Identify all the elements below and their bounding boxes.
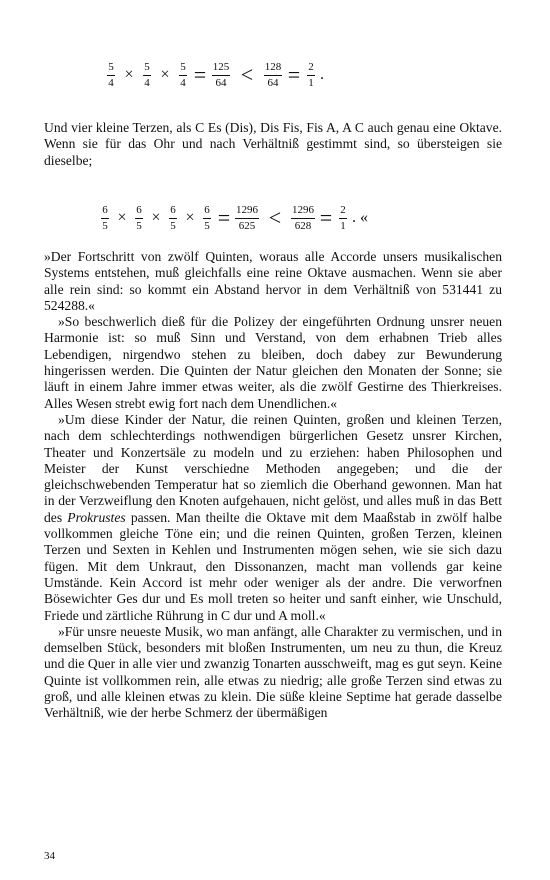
fraction: $\frac{5}{4}$: [144, 60, 150, 89]
fraction: $\frac{6}{5}$: [204, 203, 210, 232]
italic-prokrustes: Prokrustes: [67, 509, 126, 525]
equals-sign: =: [193, 62, 207, 87]
formula-major-thirds: [104, 58, 324, 92]
fraction-result: $\frac{125}{64}$: [212, 60, 230, 89]
paragraph-temperament: »Um diese Kinder der Natur, die reinen Quinten, großen und kleinen Terzen, nach dem schlechterdings nothwendigen bürgerlichen Gesetz unsrer Kirchen, Theater und Konzertsäle zu modeln und zu erziehen: haben Philosophen und Meister der Kunst verschiedne Methoden angegeben; und die der gleichschwebenden Temperatur hat so ziemlich die Oberhand gewonnen. Man hat in der Verzweiflung den Knoten aufgehauen, nicht gelöst, und alles muß in das Bett des Prokrustes passen. Man theilte die Oktave mit dem Maaßstab in zwölf halbe vollkommen gleiche Töne ein; und die reinen Quinten, großen Terzen, kleinen Terzen und Sexten in Kehlen und Instrumenten mögen sehen, wie sie sich dazu fügen. Mit dem Unkraut, den Dissonanzen, macht man vollends gar keine Umstände. Kein Accord ist mehr oder weniger als der andre. Die verworfnen Bösewichter Ges dur und Es moll treten so heiter und sanft einher, wie Unschuld, Friede und zärtliche Rührung in C dur und A moll.«: [44, 411, 502, 623]
formula-tail: . «: [352, 209, 368, 226]
fraction: $\frac{5}{4}$: [108, 60, 114, 89]
fraction: $\frac{5}{4}$: [180, 60, 186, 89]
paragraph-minor-thirds: [44, 120, 502, 169]
times-sign: ×: [151, 209, 161, 226]
paragraph: Und vier kleine Terzen, als C Es (Dis), Dis Fis, Fis A, A C auch genau eine Oktave. Wenn sie für das Ohr und nach Verhältniß gestimmt sind, so übersteigen sie dieselbe;: [44, 120, 502, 168]
body-text: [44, 249, 502, 722]
fraction-final: $\frac{2}{1}$: [340, 203, 346, 232]
equals-sign: =: [287, 62, 301, 87]
equals-sign: =: [217, 205, 231, 230]
formula-tail: .: [320, 66, 324, 83]
times-sign: ×: [160, 66, 170, 83]
fraction: $\frac{6}{5}$: [170, 203, 176, 232]
paragraph-harmony: »So beschwerlich dieß für die Polizey der eingeführten Ordnung unsrer neuen Harmonie ist: so muß Sinn und Verstand, von dem erhabnen Trieb alles Lebendigen, nirgendwo stehen zu bleiben, doch dabey zur Bewunderung hingerissen werden. Die Quinten der Natur gleichen den Monaten der Sonne; sie läuft in einem Jahre immer etwas weiter, als die zwölf Gestirne des Thierkreises. Alles Wesen strebt ewig fort nach dem Unendlichen.«: [44, 314, 502, 411]
paragraph-twelve-fifths: »Der Fortschritt von zwölf Quinten, woraus alle Accorde unsers musikalischen Systems entstehen, muß gleichfalls eine reine Oktave ausmachen. Wenn sie aber alle rein sind: so kommt ein Abstand hervor in dem Verhältniß von 531441 zu 524288.«: [44, 249, 502, 313]
formula-minor-thirds: [98, 201, 368, 235]
fraction-compare: $\frac{1296}{628}$: [292, 203, 314, 232]
times-sign: ×: [117, 209, 127, 226]
equals-sign: =: [319, 205, 333, 230]
page-number: 34: [44, 850, 55, 862]
less-than-sign: <: [240, 62, 254, 87]
less-than-sign: <: [268, 205, 282, 230]
fraction-result: $\frac{1296}{625}$: [236, 203, 258, 232]
fraction-final: $\frac{2}{1}$: [308, 60, 314, 89]
times-sign: ×: [185, 209, 195, 226]
fraction-compare: $\frac{128}{64}$: [264, 60, 282, 89]
times-sign: ×: [124, 66, 134, 83]
fraction: $\frac{6}{5}$: [102, 203, 108, 232]
paragraph-modern-music: »Für unsre neueste Musik, wo man anfängt, alle Charakter zu vermischen, und in demselben Stück, besonders mit bloßen Instrumenten, um neu zu thun, die Kreuz und die Quer in alle vier und zwanzig Tonarten ausschweift, mag es gut seyn. Keine Quinte ist vollkommen rein, alle etwas zu niedrig; alle große Terzen sind etwas zu groß, und alle kleinen etwas zu klein. Die süße kleine Septime hat gerade dasselbe Verhältniß, wie der herbe Schmerz der übermäßigen: [44, 623, 502, 721]
fraction: $\frac{6}{5}$: [136, 203, 142, 232]
